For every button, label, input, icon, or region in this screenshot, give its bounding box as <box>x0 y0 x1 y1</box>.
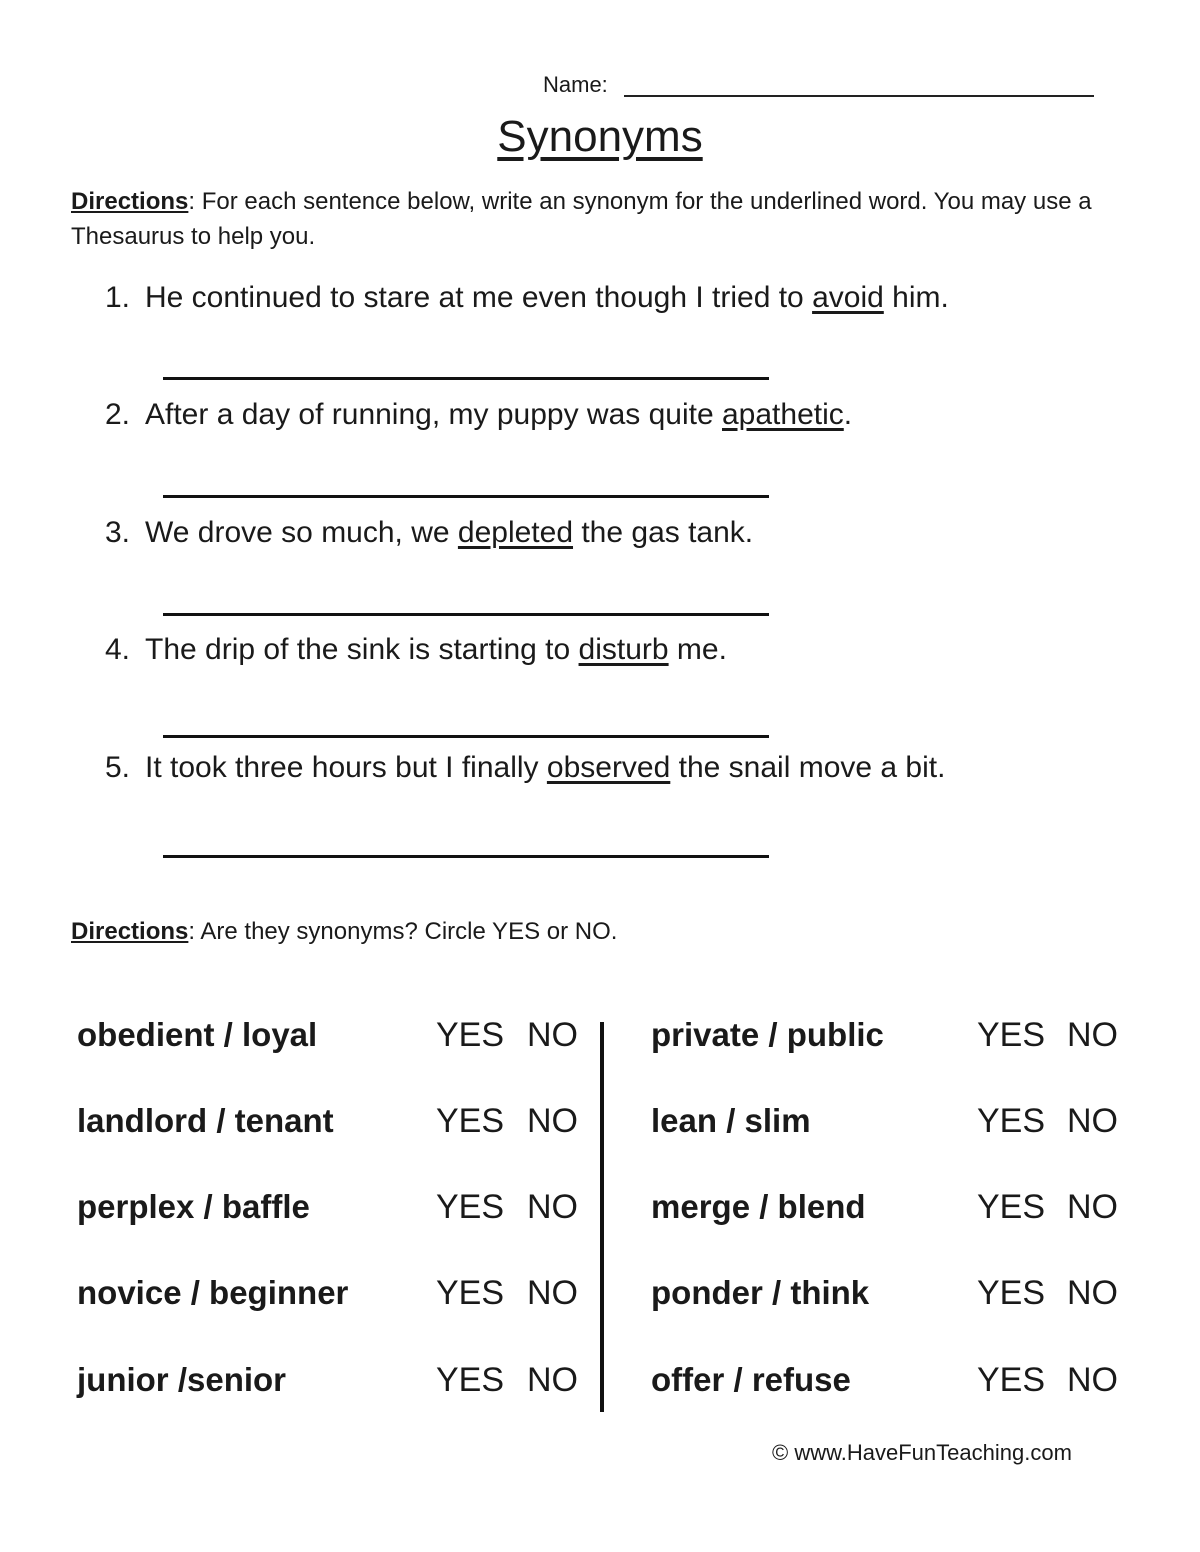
question-text-before: We drove so much, we <box>145 516 458 549</box>
question-4 <box>105 633 727 667</box>
underlined-word: apathetic <box>722 398 844 431</box>
word-pair: obedient / loyal <box>77 1016 318 1053</box>
no-option[interactable]: NO <box>1067 1102 1118 1140</box>
word-pair: junior /senior <box>77 1361 287 1398</box>
no-option[interactable]: NO <box>527 1188 578 1226</box>
yes-option[interactable]: YES <box>436 1188 505 1226</box>
page-title: Synonyms <box>497 112 703 161</box>
question-number: 2. <box>105 398 131 431</box>
answer-line-5[interactable] <box>163 855 769 858</box>
yes-option[interactable]: YES <box>436 1016 505 1054</box>
word-pair: merge / blend <box>651 1188 866 1225</box>
word-pair: lean / slim <box>651 1102 811 1139</box>
question-text-after: . <box>843 398 853 431</box>
yes-option[interactable]: YES <box>977 1016 1046 1054</box>
no-option[interactable]: NO <box>1067 1016 1118 1054</box>
no-option[interactable]: NO <box>527 1102 578 1140</box>
directions-1-label: Directions <box>71 188 189 215</box>
word-pair: offer / refuse <box>651 1361 851 1398</box>
name-label: Name: <box>543 72 608 97</box>
question-text-before: It took three hours but I finally <box>145 751 547 784</box>
question-text-after: the snail move a bit. <box>670 751 946 784</box>
copyright-footer: © www.HaveFunTeaching.com <box>772 1440 1072 1465</box>
yes-option[interactable]: YES <box>977 1274 1046 1312</box>
yes-option[interactable]: YES <box>977 1361 1046 1399</box>
directions-2 <box>71 914 1131 949</box>
question-text-after: him. <box>883 281 949 314</box>
answer-line-3[interactable] <box>163 613 769 616</box>
column-divider <box>600 1022 604 1412</box>
question-5 <box>105 751 945 785</box>
no-option[interactable]: NO <box>1067 1361 1118 1399</box>
no-option[interactable]: NO <box>1067 1188 1118 1226</box>
word-pair: ponder / think <box>651 1274 870 1311</box>
answer-line-1[interactable] <box>163 377 769 380</box>
yes-option[interactable]: YES <box>977 1102 1046 1140</box>
question-text-after: the gas tank. <box>573 516 754 549</box>
directions-1 <box>71 184 1131 254</box>
answer-line-2[interactable] <box>163 495 769 498</box>
underlined-word: disturb <box>578 633 669 666</box>
no-option[interactable]: NO <box>1067 1274 1118 1312</box>
no-option[interactable]: NO <box>527 1361 578 1399</box>
answer-line-4[interactable] <box>163 735 769 738</box>
question-3 <box>105 516 753 550</box>
question-text-after: me. <box>668 633 727 666</box>
underlined-word: depleted <box>457 516 574 549</box>
no-option[interactable]: NO <box>527 1016 578 1054</box>
directions-2-text: : Are they synonyms? Circle YES or NO. <box>188 918 618 945</box>
directions-2-label: Directions <box>71 918 189 945</box>
word-pair: perplex / baffle <box>77 1188 310 1225</box>
yes-option[interactable]: YES <box>977 1188 1046 1226</box>
question-number: 1. <box>105 281 131 314</box>
question-text-before: He continued to stare at me even though I tried to <box>145 281 813 314</box>
question-number: 5. <box>105 751 131 784</box>
question-text-before: The drip of the sink is starting to <box>145 633 579 666</box>
underlined-word: avoid <box>812 281 884 314</box>
question-2 <box>105 398 852 432</box>
no-option[interactable]: NO <box>527 1274 578 1312</box>
name-line[interactable] <box>624 95 1094 97</box>
word-pair: landlord / tenant <box>77 1102 334 1139</box>
word-pair: private / public <box>651 1016 884 1053</box>
question-number: 3. <box>105 516 131 549</box>
yes-option[interactable]: YES <box>436 1274 505 1312</box>
directions-1-text: : For each sentence below, write an synonym for the underlined word. You may use a Thesaurus to help you. <box>71 188 1092 250</box>
yes-option[interactable]: YES <box>436 1102 505 1140</box>
question-text-before: After a day of running, my puppy was quite <box>145 398 722 431</box>
question-number: 4. <box>105 633 131 666</box>
yes-option[interactable]: YES <box>436 1361 505 1399</box>
underlined-word: observed <box>546 751 671 784</box>
word-pair: novice / beginner <box>77 1274 349 1311</box>
question-1 <box>105 281 949 315</box>
